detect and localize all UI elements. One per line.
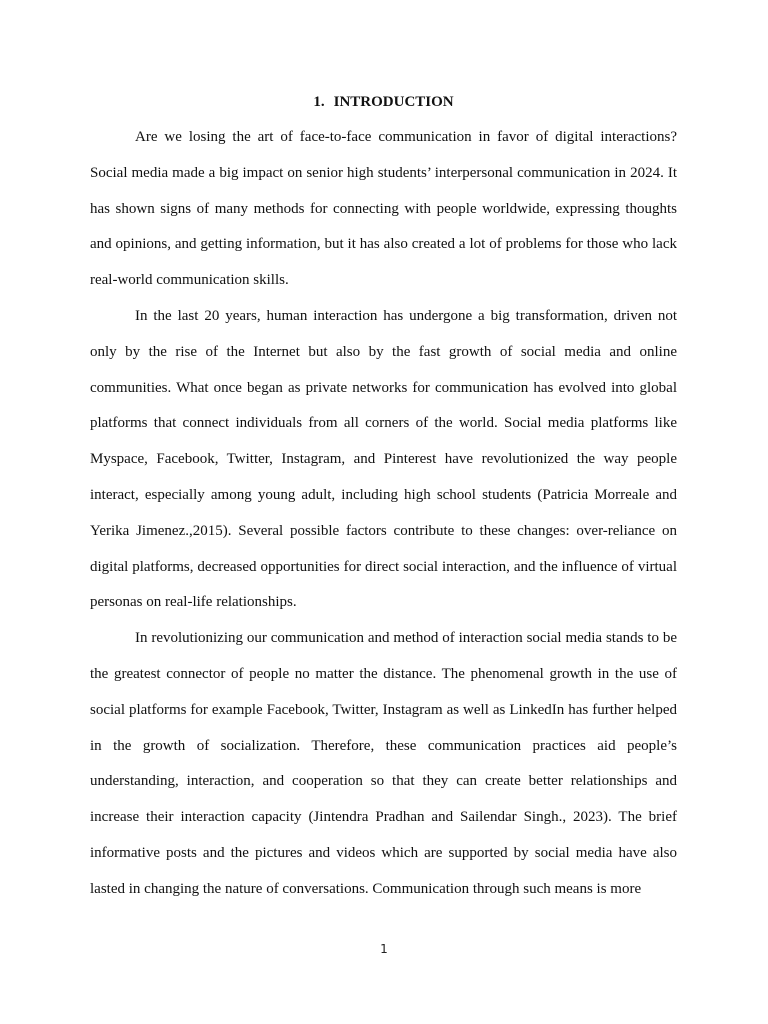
section-title: INTRODUCTION [333,94,454,110]
page-number: 1 [380,942,388,956]
paragraph-1: Are we losing the art of face-to-face communication in favor of digital interactions? Social media made a big impact on senior high students’ interpersonal communication in 2024. It has shown signs of many methods for connecting with people worldwide, expressing thoughts and opinions, and getting information, but it has also created a lot of problems for those who lack real-world communication skills. [90,129,677,289]
section-number: 1. [313,94,325,110]
paragraph-3: In revolutionizing our communication and method of interaction social media stands to be the greatest connector of people no matter the distance. The phenomenal growth in the use of social platforms for example Facebook, Twitter, Instagram as well as LinkedIn has further helped in the growth of socialization. Therefore, these communication practices aid people’s understanding, interaction, and cooperation so that they can create better relationships and increase their interaction capacity (Jintendra Pradhan and Sailendar Singh., 2023). The brief informative posts and the pictures and videos which are supported by social media have also lasted in changing the nature of conversations. Communication through such means is more [90,630,677,897]
section-heading [90,84,677,120]
paragraph-2: In the last 20 years, human interaction has undergone a big transformation, driven not only by the rise of the Internet but also by the fast growth of social media and online communities. What once began as private networks for communication has evolved into global platforms that connect individuals from all corners of the world. Social media platforms like Myspace, Facebook, Twitter, Instagram, and Pinterest have revolutionized the way people interact, especially among young adult, including high school students (Patricia Morreale and Yerika Jimenez.,2015). Several possible factors contribute to these changes: over-reliance on digital platforms, decreased opportunities for direct social interaction, and the influence of virtual personas on real-life relationships. [90,307,677,611]
document-body [90,84,677,908]
